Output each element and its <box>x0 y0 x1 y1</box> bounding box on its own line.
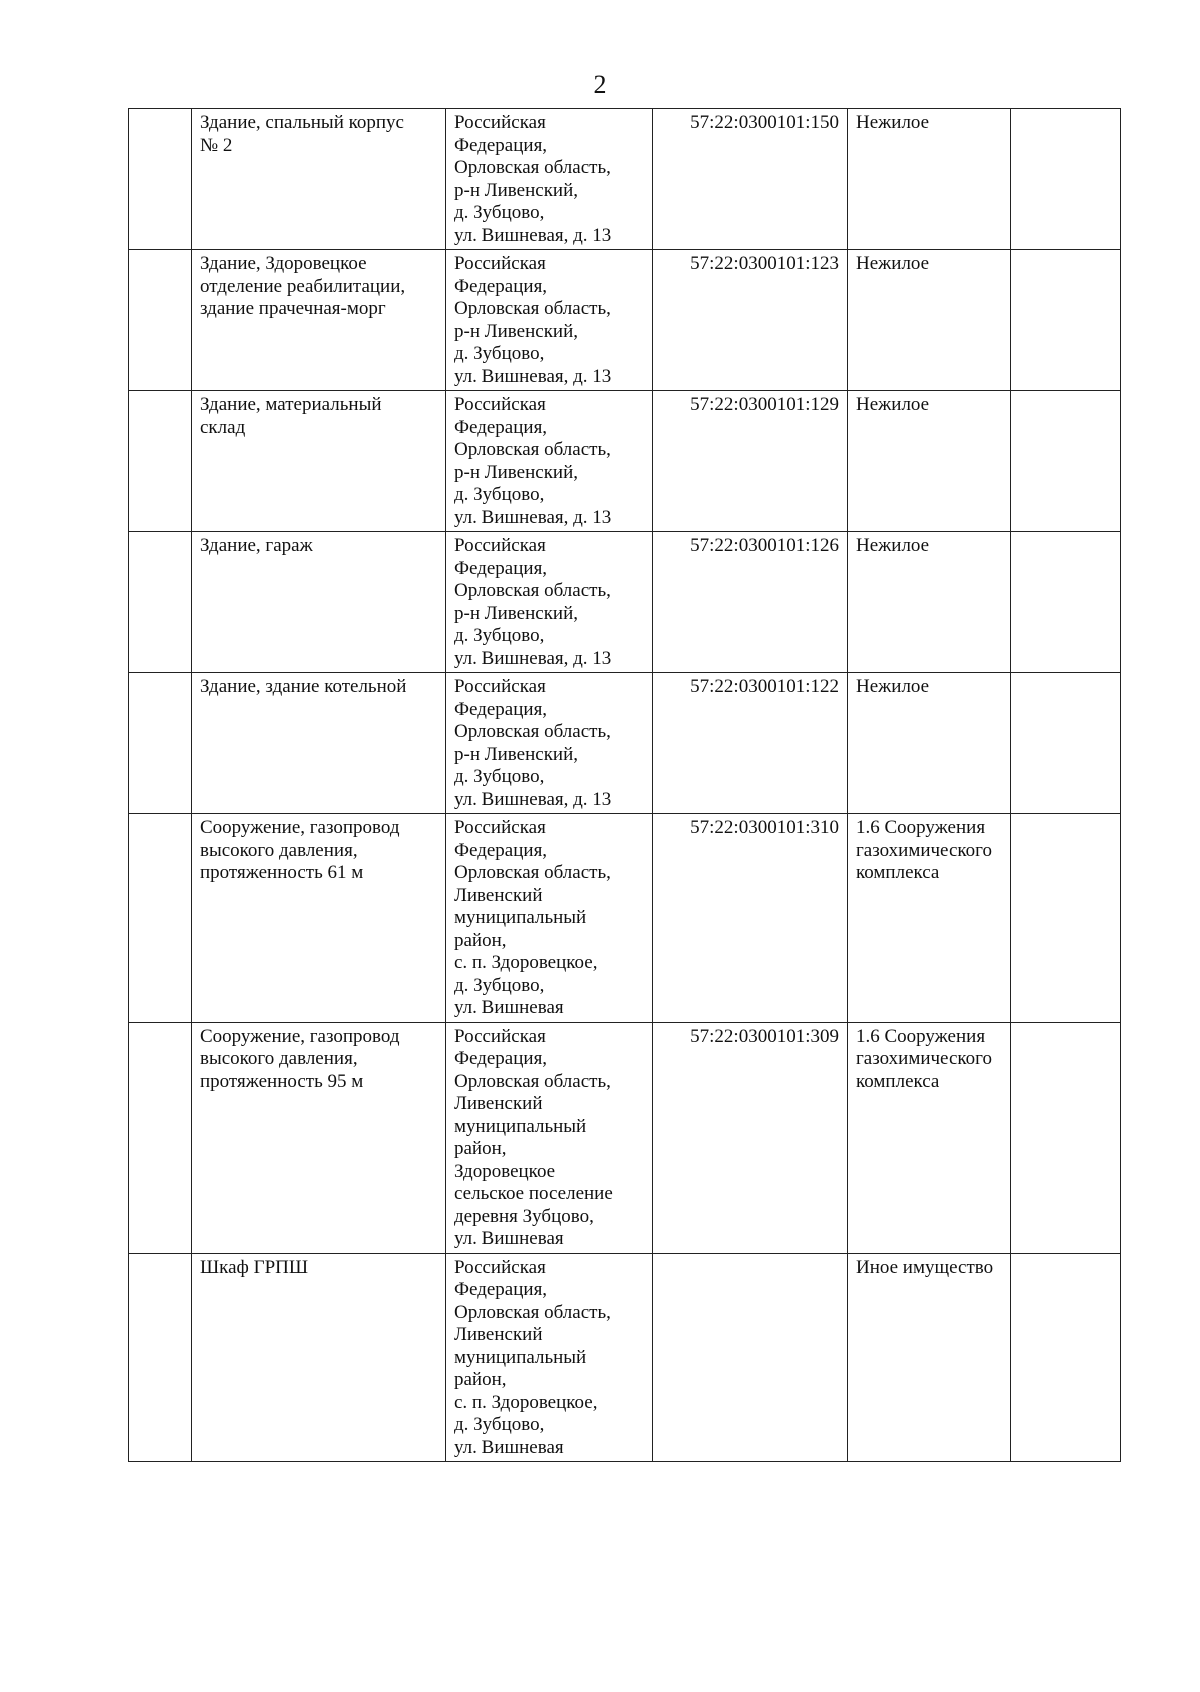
address-line: р-н Ливенский, <box>454 320 579 342</box>
object-name-cell <box>192 814 446 1023</box>
address-line: Федерация, <box>454 698 548 720</box>
extra-cell <box>1011 250 1121 391</box>
object-name-cell <box>192 109 446 250</box>
address-line: Орловская область, <box>454 721 611 742</box>
object-name-line: Здание, здание котельной <box>200 676 407 697</box>
address-line: Российская <box>454 394 546 415</box>
cadastral-number-cell: 57:22:0300101:310 <box>653 814 848 1023</box>
extra-cell <box>1011 109 1121 250</box>
address-line: ул. Вишневая, д. 13 <box>454 647 612 669</box>
page-number: 2 <box>593 70 607 99</box>
row-number-cell <box>129 250 192 391</box>
property-type-cell <box>848 532 1011 673</box>
address-cell <box>446 109 653 250</box>
address-line: Орловская область, <box>454 1301 611 1323</box>
address-line: деревня Зубцово, <box>454 1205 594 1227</box>
address-line: Федерация, <box>454 557 548 579</box>
address-cell <box>446 1022 653 1253</box>
address-line: р-н Ливенский, <box>454 743 579 765</box>
address-line: Федерация, <box>454 275 548 297</box>
object-name-line: Сооружение, газопровод <box>200 817 400 838</box>
property-type-line: газохимического <box>856 839 992 861</box>
address-line: Российская <box>454 1256 546 1278</box>
property-type-cell <box>848 1253 1011 1462</box>
address-line: ул. Вишневая <box>454 997 564 1018</box>
address-cell <box>446 532 653 673</box>
object-name-line: Шкаф ГРПШ <box>200 1256 309 1278</box>
extra-cell <box>1011 1022 1121 1253</box>
address-line: муниципальный <box>454 1346 587 1368</box>
address-line: Федерация, <box>454 839 548 861</box>
property-type-cell <box>848 250 1011 391</box>
address-line: Ливенский <box>454 1093 543 1114</box>
property-type-line: комплекса <box>856 862 940 883</box>
table-row <box>129 109 1121 250</box>
address-line: р-н Ливенский, <box>454 461 579 483</box>
address-line: район, <box>454 929 507 951</box>
address-line: ул. Вишневая, д. 13 <box>454 224 612 246</box>
object-name-line: Сооружение, газопровод <box>200 1025 400 1047</box>
address-line: Федерация, <box>454 1048 548 1069</box>
property-type-line: Нежилое <box>856 112 930 133</box>
object-name-cell <box>192 391 446 532</box>
object-name-cell <box>192 673 446 814</box>
address-line: д. Зубцово, <box>454 625 545 646</box>
address-line: Российская <box>454 676 546 697</box>
object-name-line: протяженность 95 м <box>200 1070 364 1092</box>
object-name-line: Здание, гараж <box>200 535 313 556</box>
address-line: Здоровецкое <box>454 1160 556 1182</box>
address-cell <box>446 250 653 391</box>
object-name-cell <box>192 1022 446 1253</box>
address-line: ул. Вишневая, д. 13 <box>454 788 612 810</box>
cadastral-number-cell: 57:22:0300101:126 <box>653 532 848 673</box>
address-line: Орловская область, <box>454 157 611 178</box>
address-line: ул. Вишневая, д. 13 <box>454 506 612 528</box>
address-line: Ливенский <box>454 884 543 906</box>
cadastral-number-cell <box>653 1253 848 1462</box>
row-number-cell <box>129 109 192 250</box>
object-name-line: высокого давления, <box>200 839 358 861</box>
object-name-line: Здание, спальный корпус <box>200 112 404 133</box>
property-table <box>128 108 1121 1462</box>
address-line: Российская <box>454 817 546 838</box>
address-line: ул. Вишневая <box>454 1228 564 1249</box>
extra-cell <box>1011 814 1121 1023</box>
extra-cell <box>1011 1253 1121 1462</box>
property-type-line: Нежилое <box>856 394 930 415</box>
address-line: д. Зубцово, <box>454 1414 545 1435</box>
address-line: район, <box>454 1138 507 1159</box>
address-line: д. Зубцово, <box>454 202 545 223</box>
address-line: д. Зубцово, <box>454 766 545 787</box>
address-line: д. Зубцово, <box>454 343 545 364</box>
address-line: с. п. Здоровецкое, <box>454 952 598 973</box>
extra-cell <box>1011 391 1121 532</box>
address-cell <box>446 1253 653 1462</box>
row-number-cell <box>129 814 192 1023</box>
object-name-cell <box>192 1253 446 1462</box>
address-cell <box>446 673 653 814</box>
object-name-cell <box>192 532 446 673</box>
object-name-line: отделение реабилитации, <box>200 275 406 297</box>
address-line: Российская <box>454 1025 546 1047</box>
property-type-line: 1.6 Сооружения <box>856 817 986 838</box>
row-number-cell <box>129 391 192 532</box>
address-line: д. Зубцово, <box>454 484 545 505</box>
table-row <box>129 673 1121 814</box>
object-name-line: протяженность 61 м <box>200 862 364 883</box>
row-number-cell <box>129 1253 192 1462</box>
address-line: Российская <box>454 112 546 133</box>
object-name-line: № 2 <box>200 134 233 156</box>
property-type-line: Нежилое <box>856 253 930 274</box>
table-row <box>129 250 1121 391</box>
address-line: Орловская область, <box>454 862 611 883</box>
property-type-line: Нежилое <box>856 535 930 556</box>
property-type-line: 1.6 Сооружения <box>856 1025 986 1047</box>
address-line: ул. Вишневая, д. 13 <box>454 365 612 387</box>
property-type-cell <box>848 673 1011 814</box>
table-row <box>129 391 1121 532</box>
address-line: муниципальный <box>454 1115 587 1137</box>
row-number-cell <box>129 532 192 673</box>
address-line: Орловская область, <box>454 439 611 460</box>
address-line: сельское поселение <box>454 1183 613 1204</box>
table-row <box>129 1253 1121 1462</box>
address-line: р-н Ливенский, <box>454 179 579 201</box>
cadastral-number-cell: 57:22:0300101:123 <box>653 250 848 391</box>
property-type-line: Нежилое <box>856 676 930 697</box>
address-cell <box>446 814 653 1023</box>
extra-cell <box>1011 532 1121 673</box>
row-number-cell <box>129 673 192 814</box>
address-line: район, <box>454 1369 507 1390</box>
address-line: Федерация, <box>454 1279 548 1300</box>
object-name-line: Здание, материальный <box>200 394 382 415</box>
property-type-cell <box>848 391 1011 532</box>
extra-cell <box>1011 673 1121 814</box>
cadastral-number-cell: 57:22:0300101:150 <box>653 109 848 250</box>
table-row <box>129 1022 1121 1253</box>
address-cell <box>446 391 653 532</box>
address-line: ул. Вишневая <box>454 1436 564 1458</box>
object-name-cell <box>192 250 446 391</box>
object-name-line: высокого давления, <box>200 1048 358 1069</box>
table-row <box>129 532 1121 673</box>
property-type-line: комплекса <box>856 1070 940 1092</box>
address-line: д. Зубцово, <box>454 974 545 996</box>
cadastral-number-cell: 57:22:0300101:309 <box>653 1022 848 1253</box>
address-line: Орловская область, <box>454 1070 611 1092</box>
property-type-cell <box>848 109 1011 250</box>
cadastral-number-cell: 57:22:0300101:129 <box>653 391 848 532</box>
cadastral-number-cell: 57:22:0300101:122 <box>653 673 848 814</box>
object-name-line: Здание, Здоровецкое <box>200 253 367 274</box>
property-table-body <box>129 109 1121 1462</box>
address-line: Орловская область, <box>454 298 611 319</box>
address-line: муниципальный <box>454 907 587 928</box>
object-name-line: здание прачечная-морг <box>200 298 386 319</box>
object-name-line: склад <box>200 416 246 438</box>
address-line: Российская <box>454 535 546 556</box>
address-line: Российская <box>454 253 546 274</box>
address-line: Ливенский <box>454 1324 543 1345</box>
address-line: Орловская область, <box>454 580 611 601</box>
property-type-cell <box>848 814 1011 1023</box>
address-line: Федерация, <box>454 416 548 438</box>
address-line: Федерация, <box>454 134 548 156</box>
property-type-line: газохимического <box>856 1048 992 1069</box>
property-type-line: Иное имущество <box>856 1256 994 1278</box>
row-number-cell <box>129 1022 192 1253</box>
table-row <box>129 814 1121 1023</box>
address-line: с. п. Здоровецкое, <box>454 1391 598 1413</box>
address-line: р-н Ливенский, <box>454 602 579 624</box>
property-type-cell <box>848 1022 1011 1253</box>
